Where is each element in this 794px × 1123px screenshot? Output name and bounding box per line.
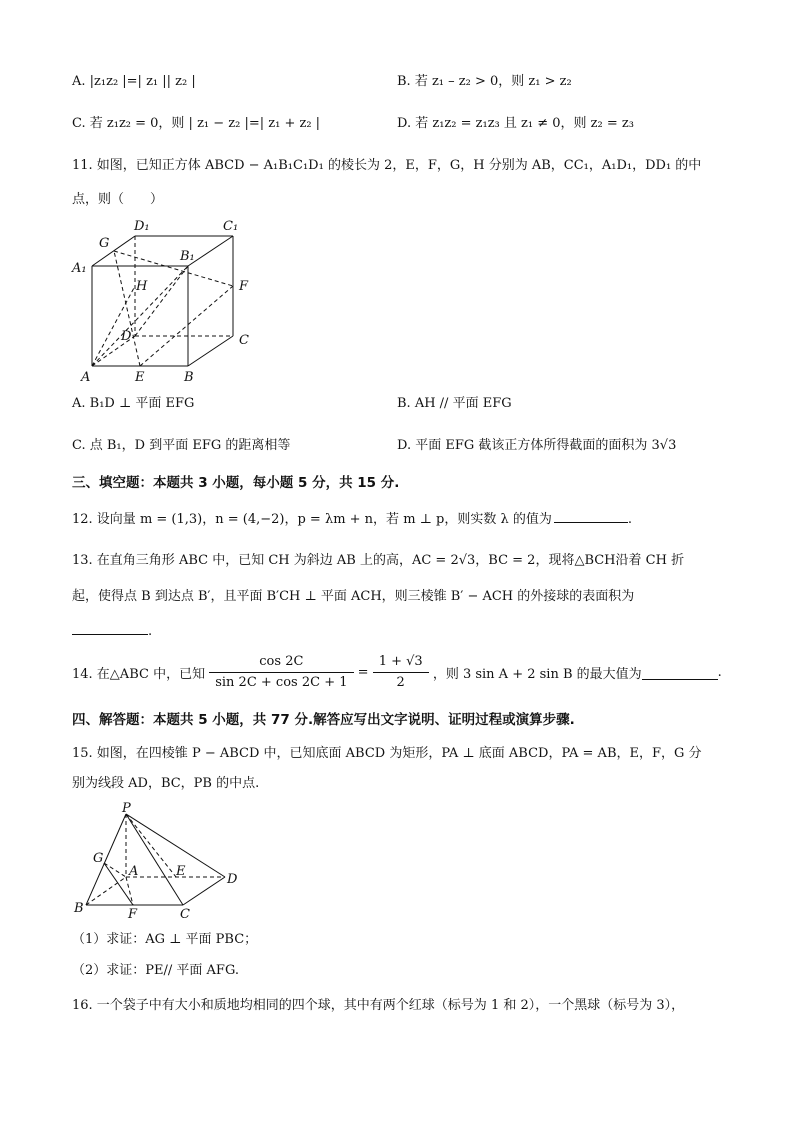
pyramid-label-g: G — [93, 851, 104, 866]
q10-option-c: C. 若 z₁z₂ = 0，则 | z₁ − z₂ |=| z₁ + z₂ | — [72, 116, 321, 131]
q13-period: . — [148, 624, 153, 639]
q13-answer-blank — [72, 620, 148, 635]
cube-label-f: F — [239, 279, 249, 294]
q14-period: . — [717, 665, 722, 680]
cube-figure — [68, 214, 268, 386]
pyramid-figure — [68, 802, 248, 922]
cube-label-g: G — [99, 236, 110, 251]
q14-numerator-right: 1 + √3 — [373, 653, 429, 673]
cube-label-d: D — [121, 329, 132, 344]
cube-label-e: E — [135, 370, 145, 385]
q14-line — [72, 653, 722, 692]
q13-line2: 起，使得点 B 到达点 B′，且平面 B′CH ⊥ 平面 ACH，则三棱锥 B′ − ACH 的外接球的表面积为 — [72, 589, 635, 604]
pyramid-label-a: A — [129, 864, 139, 879]
q11-option-c: C. 点 B₁，D 到平面 EFG 的距离相等 — [72, 438, 291, 453]
cube-label-h: H — [136, 279, 148, 294]
q15-part1: （1）求证：AG ⊥ 平面 PBC； — [72, 932, 258, 947]
q12-line — [72, 508, 632, 530]
section-4-heading: 四、解答题：本题共 5 小题，共 77 分.解答应写出文字说明、证明过程或演算步骤. — [72, 712, 575, 728]
q12-period: . — [627, 512, 632, 527]
q13-answer-line — [72, 620, 152, 642]
q11-option-a: A. B₁D ⊥ 平面 EFG — [72, 396, 195, 411]
q15-part2: （2）求证：PE// 平面 AFG. — [72, 963, 239, 978]
q11-stem-line1: 11. 如图，已知正方体 ABCD − A₁B₁C₁D₁ 的棱长为 2，E，F，G，H 分别为 AB，CC₁，A₁D₁，DD₁ 的中 — [72, 158, 702, 173]
pyramid-label-f: F — [128, 907, 138, 922]
q14-numerator-left: cos 2C — [209, 653, 353, 673]
cube-label-b: B — [184, 370, 194, 385]
pyramid-label-p: P — [122, 802, 131, 816]
q14-suffix: ，则 3 sin A + 2 sin B 的最大值为 — [432, 667, 642, 682]
q14-denominator-right: 2 — [396, 675, 405, 690]
q16-stem: 16. 一个袋子中有大小和质地均相同的四个球，其中有两个红球（标号为 1 和 2），一个黑球（标号为 3）， — [72, 998, 685, 1013]
q14-fraction-left — [209, 653, 353, 692]
cube-label-b1: B₁ — [180, 249, 195, 264]
q14-prefix: 14. 在△ABC 中，已知 — [72, 667, 206, 682]
q10-option-b: B. 若 z₁ – z₂ > 0，则 z₁ > z₂ — [397, 74, 572, 89]
q14-fraction-right — [373, 653, 429, 692]
pyramid-label-c: C — [180, 907, 190, 922]
q11-option-b: B. AH // 平面 EFG — [397, 396, 512, 411]
cube-label-c1: C₁ — [223, 219, 239, 234]
cube-label-c: C — [239, 333, 249, 348]
q11-option-d: D. 平面 EFG 截该正方体所得截面的面积为 3√3 — [397, 438, 677, 453]
cube-label-a1: A₁ — [72, 261, 87, 276]
q14-equals: = — [357, 665, 369, 680]
q10-option-a: A. |z₁z₂ |=| z₁ || z₂ | — [72, 74, 196, 89]
pyramid-label-e: E — [176, 864, 186, 879]
pyramid-label-d: D — [227, 872, 238, 887]
section-3-heading: 三、填空题：本题共 3 小题，每小题 5 分，共 15 分. — [72, 475, 400, 491]
q13-line1: 13. 在直角三角形 ABC 中，已知 CH 为斜边 AB 上的高，AC = 2√3，BC = 2，现将△BCH沿着 CH 折 — [72, 553, 685, 568]
cube-label-d1: D₁ — [134, 219, 150, 234]
q14-denominator-left: sin 2C + cos 2C + 1 — [215, 675, 348, 690]
cube-label-a: A — [81, 370, 91, 385]
q12-text: 12. 设向量 m = (1,3)，n = (4,−2)，p = λm + n，若 m ⊥ p，则实数 λ 的值为 — [72, 512, 552, 527]
q15-line1: 15. 如图，在四棱锥 P − ABCD 中，已知底面 ABCD 为矩形，PA ⊥ 底面 ABCD，PA = AB，E，F，G 分 — [72, 746, 702, 761]
q10-option-d: D. 若 z₁z₂ = z₁z₃ 且 z₁ ≠ 0，则 z₂ = z₃ — [397, 116, 634, 131]
q15-line2: 别为线段 AD，BC，PB 的中点. — [72, 776, 260, 791]
q12-answer-blank — [554, 508, 628, 523]
pyramid-label-b: B — [74, 901, 84, 916]
q14-answer-blank — [642, 665, 718, 680]
q11-stem-line2: 点，则（ ） — [72, 192, 164, 207]
